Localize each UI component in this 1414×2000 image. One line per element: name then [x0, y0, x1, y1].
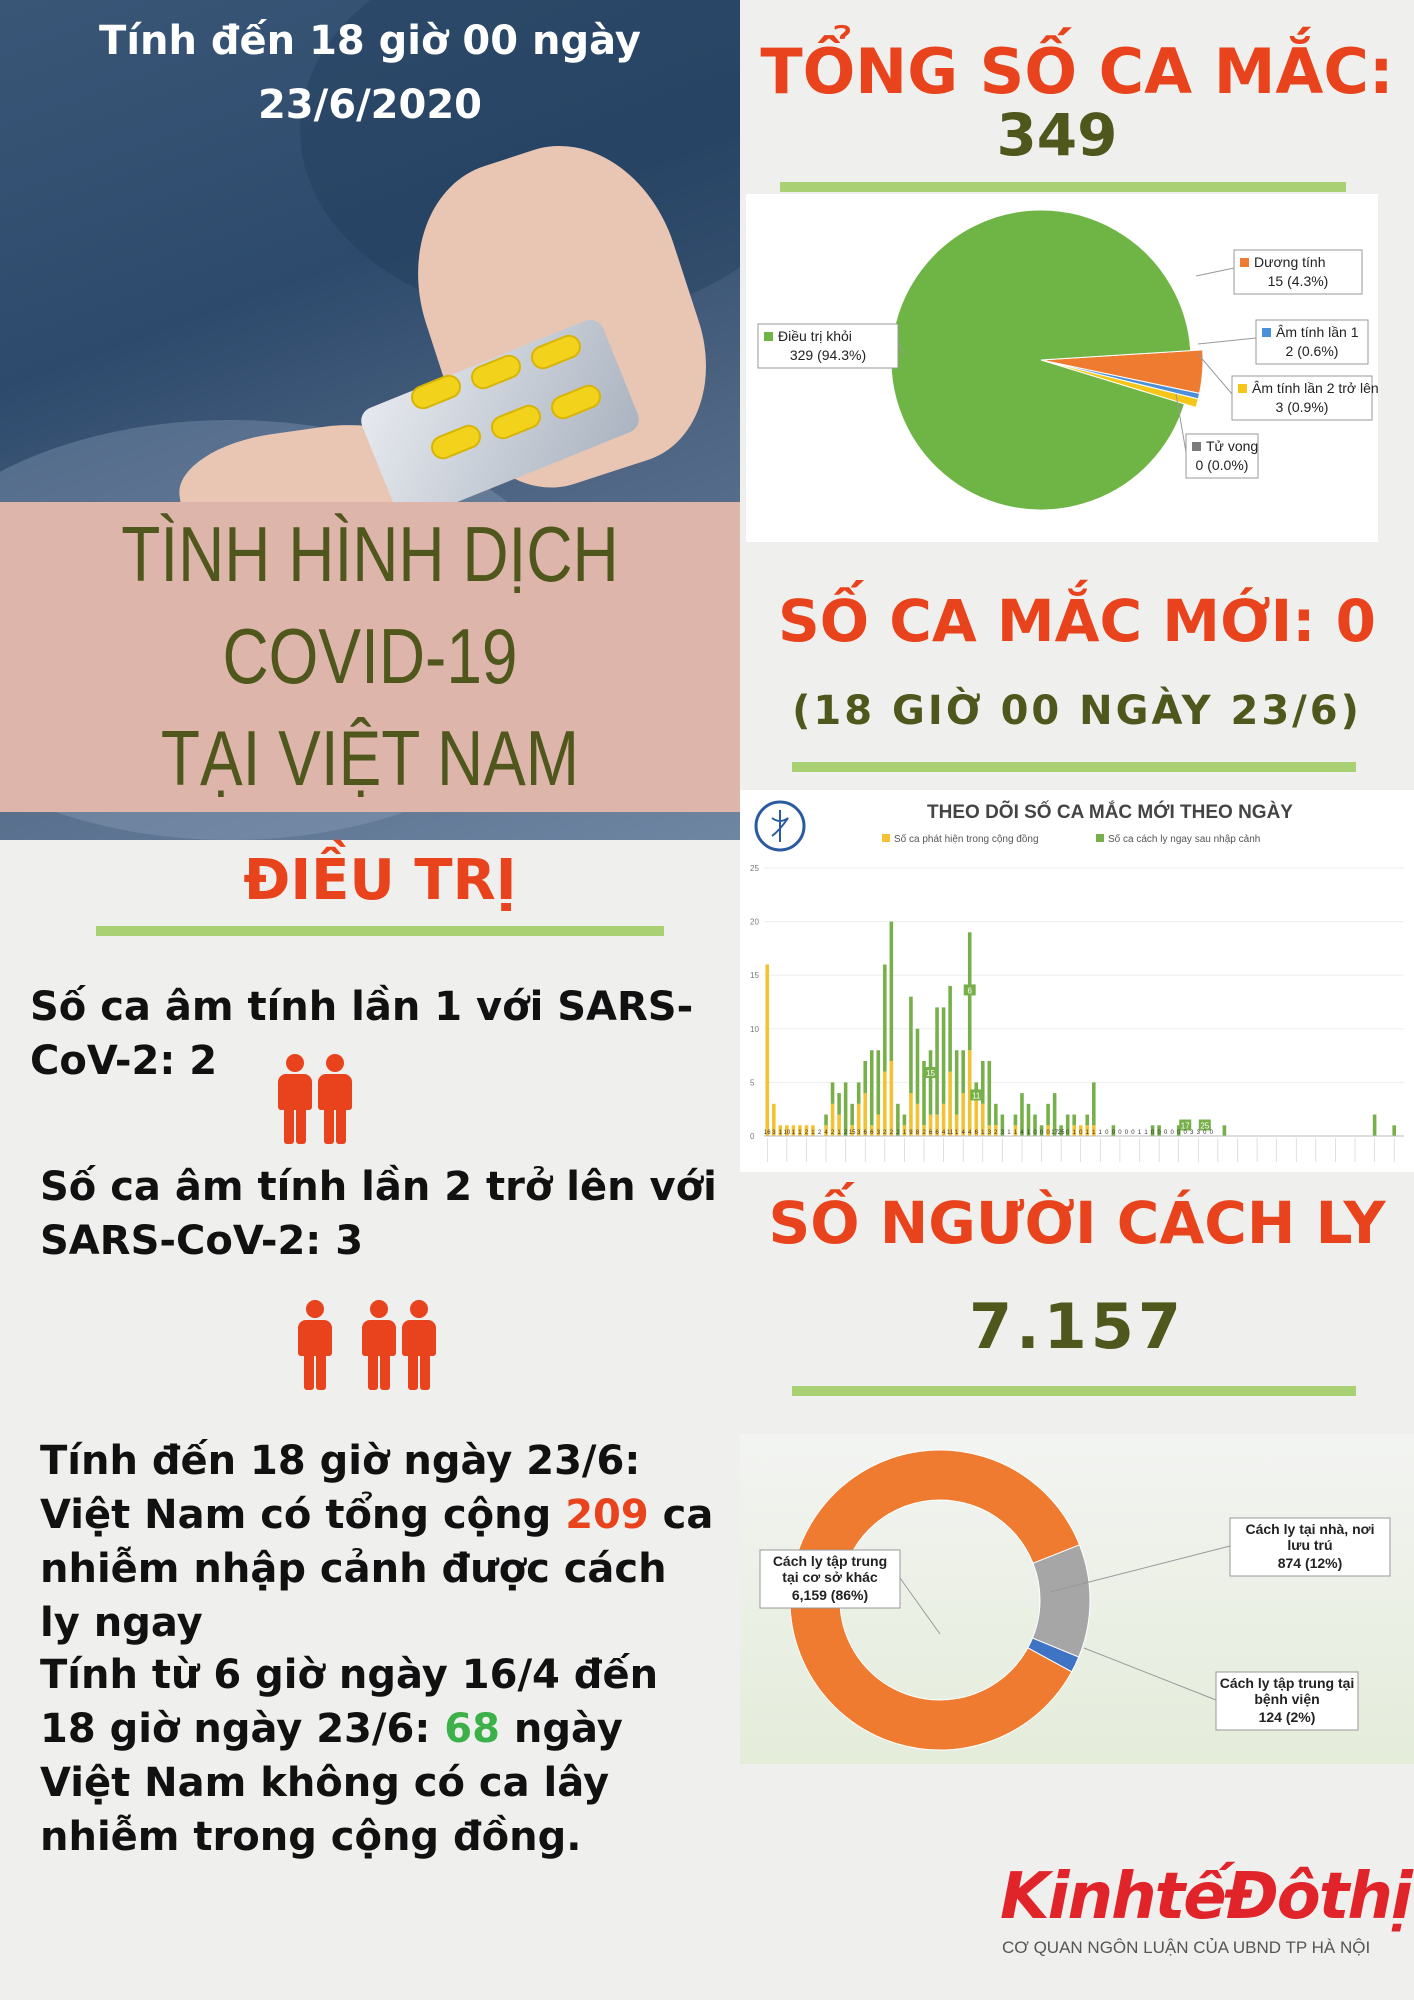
divider	[792, 762, 1356, 772]
divider	[792, 1386, 1356, 1396]
bar-value-label: 0	[1157, 1130, 1161, 1136]
bar-value-label: 1	[791, 1130, 796, 1136]
bar	[988, 1061, 992, 1125]
bar-value-label: 4	[941, 1130, 946, 1136]
days-count: 68	[444, 1706, 500, 1752]
bar-value-label: 10	[783, 1130, 791, 1136]
bar-value-label: 1	[811, 1130, 815, 1136]
bar-value-label: 3	[1196, 1130, 1200, 1136]
daily-cases-chart	[740, 790, 1414, 1172]
bar-value-label: 0	[1033, 1130, 1037, 1136]
bar-value-label: 17	[1051, 1130, 1058, 1136]
bar-value-label: 16	[763, 1130, 771, 1136]
bar-value-label: 1	[1144, 1130, 1148, 1136]
bar-value-label: 1	[1085, 1130, 1089, 1136]
bar-value-label: 4	[824, 1130, 828, 1136]
bar-value-label: 25	[1057, 1130, 1065, 1136]
donut-slice	[1032, 1545, 1090, 1657]
legend-label: Số ca phát hiện trong cộng đồng	[894, 834, 1039, 845]
bar-value-label: 6	[928, 1130, 933, 1136]
pie-label: Điều trị khỏi	[778, 328, 852, 344]
bar-value-label: 1	[778, 1130, 782, 1136]
bar	[1392, 1125, 1396, 1136]
bar-value-label: 2	[922, 1130, 926, 1136]
bar-value-label: 4	[1020, 1130, 1024, 1136]
pie-value: 329 (94.3%)	[789, 347, 867, 363]
bar-value-label: 0	[1118, 1130, 1122, 1136]
bar-value-label: 2	[889, 1130, 894, 1136]
bar-value-label: 3	[1000, 1130, 1005, 1136]
people-icons	[276, 1054, 352, 1144]
bar-value-label: 3	[1190, 1130, 1194, 1136]
date-line: 23/6/2020	[257, 82, 483, 128]
bar-value-label: 0	[1131, 1130, 1135, 1136]
bar	[935, 1007, 939, 1114]
bar	[765, 964, 769, 1136]
bar	[903, 1115, 907, 1126]
bar-value-label: 0	[1209, 1130, 1214, 1136]
pie-label: Âm tính lần 2 trở lên	[1252, 380, 1378, 396]
negative-first-text: Số ca âm tính lần 1 với SARS-CoV-2: 2	[30, 984, 694, 1084]
bar-value-label: 2	[843, 1130, 848, 1136]
donut-value: 124 (2%)	[1258, 1709, 1316, 1725]
bar	[948, 986, 952, 1072]
bar	[824, 1115, 828, 1126]
bar	[844, 1082, 848, 1136]
bar	[857, 1082, 861, 1103]
quarantine-donut-chart	[740, 1434, 1414, 1764]
bar	[1085, 1115, 1089, 1126]
brand-logo	[1000, 1860, 1411, 1960]
data-label: 11	[972, 1091, 981, 1101]
y-tick-label: 0	[750, 1132, 755, 1141]
bar-value-label: 1	[902, 1130, 907, 1136]
bar-value-label: 4	[961, 1130, 965, 1136]
bar	[942, 1007, 946, 1103]
divider	[780, 182, 1346, 192]
pie-value: 15 (4.3%)	[1267, 273, 1329, 289]
bar	[994, 1104, 998, 1125]
page-title: TẠI VIỆT NAM	[160, 714, 580, 802]
bar-value-label: 0	[1124, 1130, 1129, 1136]
data-label: 15	[926, 1068, 935, 1078]
bar	[916, 1029, 920, 1104]
leader-line	[1198, 338, 1256, 344]
legend-swatch	[1238, 384, 1247, 393]
quarantine-heading: SỐ NGƯỜI CÁCH LY	[768, 1189, 1386, 1257]
new-cases-heading: SỐ CA MẮC MỚI: 0	[778, 587, 1376, 655]
donut-value: 874 (12%)	[1277, 1555, 1343, 1571]
bar-value-label: 0	[1203, 1130, 1207, 1136]
bar-value-label: 1	[1072, 1130, 1076, 1136]
bar-value-label: 0	[1079, 1130, 1083, 1136]
bar-value-label: 6	[974, 1130, 978, 1136]
page-title: TÌNH HÌNH DỊCH	[121, 510, 619, 598]
bar-value-label: 1	[837, 1130, 841, 1136]
bar	[955, 1050, 959, 1114]
data-label: 6	[967, 986, 972, 996]
bar	[1373, 1115, 1377, 1136]
bar-value-label: 3	[876, 1130, 880, 1136]
pie-value: 3 (0.9%)	[1275, 399, 1329, 415]
bar-value-label: 1	[1013, 1130, 1018, 1136]
bar-svg	[740, 790, 1414, 1172]
bar-value-label: 3	[857, 1130, 861, 1136]
bar-value-label: 4	[968, 1130, 972, 1136]
pie-label: Dương tính	[1254, 254, 1326, 270]
bar-value-label: 1	[1007, 1130, 1011, 1136]
bar	[909, 997, 913, 1093]
person-icon	[296, 1300, 332, 1390]
quarantine-value: 7.157	[968, 1290, 1186, 1363]
leader-line	[900, 1578, 940, 1634]
bar-value-label: 15	[848, 1130, 856, 1136]
bar	[883, 1072, 887, 1136]
bar	[837, 1093, 841, 1114]
bar-value-label: 2	[896, 1130, 900, 1136]
treatment-heading: ĐIỀU TRỊ	[243, 848, 517, 913]
people-icons	[296, 1300, 436, 1390]
bar-value-label: 0	[1170, 1130, 1174, 1136]
y-tick-label: 10	[750, 1024, 759, 1034]
bar-value-label: 2	[804, 1130, 809, 1136]
leader-line	[1084, 1648, 1216, 1700]
bar-value-label: 11	[947, 1130, 954, 1136]
donut-label: lưu trú	[1287, 1537, 1333, 1553]
data-label: 17	[1180, 1121, 1190, 1131]
bar-value-label: 0	[1163, 1130, 1168, 1136]
bar	[890, 922, 894, 1061]
bar	[831, 1082, 835, 1103]
bar	[1072, 1115, 1076, 1126]
donut-label: bệnh viện	[1254, 1691, 1320, 1707]
donut-label: Cách ly tập trung	[772, 1553, 888, 1569]
legend-swatch	[882, 834, 890, 842]
bar	[961, 1050, 965, 1093]
bar	[876, 1050, 880, 1114]
donut-svg	[740, 1434, 1414, 1764]
person-icon	[360, 1300, 396, 1390]
donut-value: 6,159 (86%)	[791, 1587, 869, 1603]
chart-title: THEO DÕI SỐ CA MẮC MỚI THEO NGÀY	[927, 802, 1293, 823]
bar-value-label: 1	[1026, 1130, 1031, 1136]
bar-value-label: 1	[1092, 1130, 1096, 1136]
legend-label: Số ca cách ly ngay sau nhập cảnh	[1108, 834, 1261, 845]
legend-swatch	[1096, 834, 1104, 842]
y-tick-label: 5	[750, 1078, 755, 1088]
leader-line	[1196, 268, 1234, 276]
bar-value-label: 2	[830, 1130, 835, 1136]
legend-swatch	[1240, 258, 1249, 267]
data-label: 25	[1200, 1121, 1210, 1131]
bar-value-label: 0	[1150, 1130, 1155, 1136]
bar	[870, 1050, 874, 1125]
bar	[883, 964, 887, 1071]
bar-value-label: 9	[909, 1130, 913, 1136]
donut-label: Cách ly tập trung tại	[1219, 1675, 1355, 1691]
date-line: Tính đến 18 giờ 00 ngày	[99, 18, 641, 64]
pie-value: 2 (0.6%)	[1285, 343, 1339, 359]
y-tick-label: 15	[750, 971, 759, 981]
bar	[1223, 1125, 1227, 1136]
total-cases-heading: TỔNG SỐ CA MẮC:	[760, 35, 1394, 108]
leader-line	[1198, 354, 1232, 394]
bar	[1046, 1104, 1050, 1125]
bar-value-label: 3	[987, 1130, 991, 1136]
person-icon	[276, 1054, 312, 1144]
bar-value-label: 0	[1105, 1130, 1109, 1136]
bar-value-label: 2	[817, 1130, 822, 1136]
bar-value-label: 8	[915, 1130, 920, 1136]
bar-value-label: 0	[1177, 1130, 1181, 1136]
legend-swatch	[1192, 442, 1201, 451]
no-community-days-text: Tính từ 6 giờ ngày 16/4 đến 18 giờ ngày 23/6: 68 ngày Việt Nam không có ca lây nhiễm trong cộng đồng.	[40, 1652, 659, 1860]
bar	[929, 1050, 933, 1114]
donut-label: Cách ly tại nhà, nơi	[1245, 1521, 1375, 1537]
bar	[863, 1061, 867, 1093]
bar	[850, 1104, 854, 1125]
bar	[1092, 1082, 1096, 1125]
pie-value: 0 (0.0%)	[1195, 457, 1249, 473]
y-tick-label: 25	[750, 864, 759, 873]
bar-value-label: 3	[772, 1130, 776, 1136]
bar-value-label: 6	[935, 1130, 939, 1136]
person-icon	[316, 1054, 352, 1144]
bar-value-label: 0	[1066, 1130, 1070, 1136]
bar-value-label: 0	[1183, 1130, 1187, 1136]
bar-value-label: 2	[994, 1130, 998, 1136]
bar-value-label: 2	[883, 1130, 887, 1136]
bar-value-label: 0	[1046, 1130, 1050, 1136]
total-cases-value: 349	[996, 101, 1118, 169]
bar	[1014, 1115, 1018, 1126]
y-tick-label: 20	[750, 917, 759, 927]
status-pie-chart	[746, 194, 1378, 542]
bar-value-label: 6	[863, 1130, 867, 1136]
bar	[948, 1072, 952, 1136]
bar-value-label: 6	[870, 1130, 874, 1136]
imported-count: 209	[565, 1492, 649, 1538]
divider	[96, 926, 664, 936]
pie-svg	[746, 194, 1378, 542]
pie-label: Âm tính lần 1	[1276, 324, 1359, 340]
negative-second-text: Số ca âm tính lần 2 trở lên với SARS-CoV-2: 3	[40, 1164, 717, 1264]
bar-value-label: 1	[981, 1130, 985, 1136]
bar-value-label: 1	[1137, 1130, 1142, 1136]
bar	[890, 1061, 894, 1136]
new-cases-subheading: (18 GIỜ 00 NGÀY 23/6)	[792, 688, 1362, 734]
bar-value-label: 1	[1098, 1130, 1102, 1136]
legend-swatch	[764, 332, 773, 341]
legend-swatch	[1262, 328, 1271, 337]
bar-value-label: 0	[1111, 1130, 1116, 1136]
person-icon	[400, 1300, 436, 1390]
bar-value-label: 1	[954, 1130, 959, 1136]
pie-label: Tử vong	[1206, 438, 1259, 454]
bar-value-label: 1	[798, 1130, 802, 1136]
bar-value-label: 0	[1039, 1130, 1044, 1136]
logo-tagline: CƠ QUAN NGÔN LUẬN CỦA UBND TP HÀ NỘI	[1002, 1938, 1371, 1957]
imported-cases-text: Tính đến 18 giờ ngày 23/6: Việt Nam có tổng cộng 209 ca nhiễm nhập cảnh được cách ly ngay	[40, 1438, 714, 1646]
page-title: COVID-19	[222, 612, 518, 700]
logo-wordmark: KinhtếĐôthị	[1000, 1860, 1411, 1934]
donut-label: tại cơ sở khác	[782, 1569, 878, 1585]
